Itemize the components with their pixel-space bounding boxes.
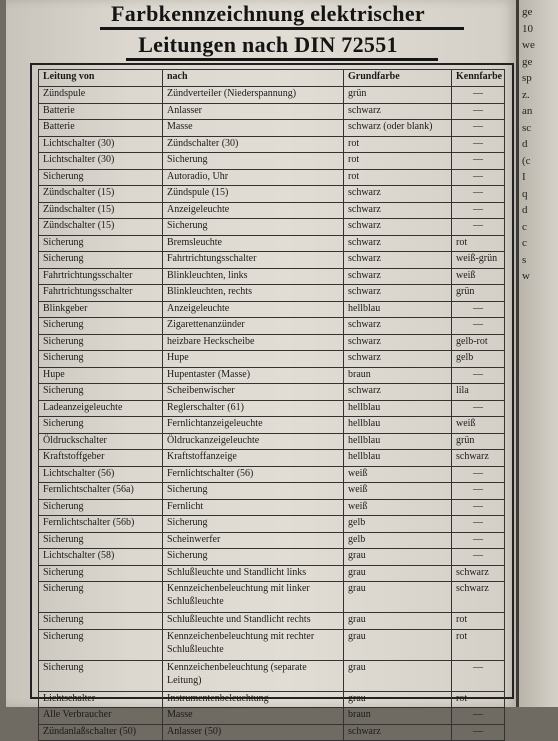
cell-nach: Kennzeichenbeleuchtung (separate Leitung) (163, 660, 344, 691)
cell-grundfarbe: schwarz (344, 318, 452, 335)
cell-kennfarbe: schwarz (452, 565, 505, 582)
table-row (39, 417, 505, 434)
cell-grundfarbe: schwarz (344, 334, 452, 351)
cell-nach: Reglerschalter (61) (163, 400, 344, 417)
facing-page-text-fragment: sp (522, 72, 532, 84)
cell-nach: Blinkleuchten, links (163, 268, 344, 285)
cell-nach: Kennzeichenbeleuchtung mit rechter Schlußleuchte (163, 629, 344, 660)
cell-kennfarbe: — (452, 153, 505, 170)
facing-page-text-fragment: ge (522, 6, 533, 18)
cell-leitung-von: Zündspule (39, 87, 163, 104)
cell-leitung-von: Sicherung (39, 582, 163, 613)
table-row (39, 433, 505, 450)
cell-grundfarbe: braun (344, 367, 452, 384)
cell-grundfarbe: grau (344, 582, 452, 613)
cell-leitung-von: Sicherung (39, 334, 163, 351)
cell-kennfarbe: — (452, 516, 505, 533)
cell-nach: Bremsleuchte (163, 235, 344, 252)
cell-leitung-von: Lichtschalter (30) (39, 153, 163, 170)
header-nach: nach (163, 70, 344, 87)
table-row (39, 136, 505, 153)
cell-grundfarbe: rot (344, 169, 452, 186)
cell-kennfarbe: weiß (452, 417, 505, 434)
facing-page-text-fragment: sc (522, 121, 532, 134)
cell-nach: Fahrtrichtungsschalter (163, 252, 344, 269)
cell-nach: Scheibenwischer (163, 384, 344, 401)
table-row (39, 483, 505, 500)
cell-grundfarbe: grau (344, 660, 452, 691)
cell-grundfarbe: schwarz (oder blank) (344, 120, 452, 137)
title-underline-2 (126, 58, 438, 61)
table-row (39, 103, 505, 120)
cell-grundfarbe: gelb (344, 532, 452, 549)
cell-leitung-von: Zündschalter (15) (39, 186, 163, 203)
cell-grundfarbe: schwarz (344, 268, 452, 285)
cell-nach: Fernlicht (163, 499, 344, 516)
cell-nach: Anzeigeleuchte (163, 202, 344, 219)
table-row (39, 318, 505, 335)
cell-kennfarbe: grün (452, 433, 505, 450)
cell-nach: Blinkleuchten, rechts (163, 285, 344, 302)
cell-leitung-von: Sicherung (39, 417, 163, 434)
cell-leitung-von: Lichtschalter (56) (39, 466, 163, 483)
facing-page-text-fragment: c (522, 220, 527, 233)
facing-page-text-fragment: (c (522, 154, 531, 167)
cell-kennfarbe: — (452, 103, 505, 120)
cell-leitung-von: Batterie (39, 120, 163, 137)
cell-kennfarbe: — (452, 219, 505, 236)
facing-page-text-fragment: 10 (522, 22, 533, 35)
cell-kennfarbe: — (452, 120, 505, 137)
cell-leitung-von: Lichtschalter (39, 691, 163, 708)
cell-leitung-von: Sicherung (39, 351, 163, 368)
cell-nach: Fernlichtanzeigeleuchte (163, 417, 344, 434)
facing-page-text-fragment: z. (522, 88, 530, 101)
cell-grundfarbe: schwarz (344, 202, 452, 219)
cell-grundfarbe: hellblau (344, 433, 452, 450)
cell-nach: Sicherung (163, 483, 344, 500)
cell-nach: Hupentaster (Masse) (163, 367, 344, 384)
table-row (39, 450, 505, 467)
cell-leitung-von: Zündanlaßschalter (50) (39, 724, 163, 741)
cell-kennfarbe: — (452, 400, 505, 417)
facing-page-text-fragment: d (522, 204, 528, 216)
cell-leitung-von: Hupe (39, 367, 163, 384)
title-underline-1 (100, 27, 464, 30)
table-row (39, 219, 505, 236)
cell-kennfarbe: — (452, 87, 505, 104)
cell-kennfarbe: schwarz (452, 582, 505, 613)
cell-grundfarbe: grau (344, 691, 452, 708)
cell-grundfarbe: schwarz (344, 285, 452, 302)
cell-nach: Sicherung (163, 153, 344, 170)
cell-nach: Scheinwerfer (163, 532, 344, 549)
cell-grundfarbe: hellblau (344, 450, 452, 467)
table-row (39, 268, 505, 285)
cell-leitung-von: Sicherung (39, 499, 163, 516)
facing-page-text-fragment: c (522, 237, 527, 249)
cell-nach: Kennzeichenbeleuchtung mit linker Schlußleuchte (163, 582, 344, 613)
cell-nach: heizbare Heckscheibe (163, 334, 344, 351)
table-row (39, 466, 505, 483)
facing-page-text-fragment: I (522, 171, 526, 183)
cell-grundfarbe: schwarz (344, 351, 452, 368)
cell-leitung-von: Fernlichtschalter (56a) (39, 483, 163, 500)
cell-kennfarbe: — (452, 318, 505, 335)
cell-leitung-von: Blinkgeber (39, 301, 163, 318)
cell-kennfarbe: rot (452, 691, 505, 708)
cell-grundfarbe: schwarz (344, 252, 452, 269)
cell-kennfarbe: rot (452, 613, 505, 630)
cell-kennfarbe: gelb (452, 351, 505, 368)
header-grundfarbe: Grundfarbe (344, 70, 452, 87)
table-row (39, 516, 505, 533)
facing-page-text-fragment: we (522, 39, 535, 51)
table-row (39, 285, 505, 302)
cell-leitung-von: Sicherung (39, 384, 163, 401)
cell-nach: Schlußleuchte und Standlicht rechts (163, 613, 344, 630)
cell-leitung-von: Öldruckschalter (39, 433, 163, 450)
cell-nach: Anlasser (50) (163, 724, 344, 741)
facing-page-edge (519, 0, 558, 707)
table-row (39, 367, 505, 384)
cell-leitung-von: Sicherung (39, 660, 163, 691)
cell-nach: Schlußleuchte und Standlicht links (163, 565, 344, 582)
table-row (39, 532, 505, 549)
table-row (39, 301, 505, 318)
cell-kennfarbe: — (452, 202, 505, 219)
cell-grundfarbe: gelb (344, 516, 452, 533)
table-row (39, 549, 505, 566)
cell-kennfarbe: — (452, 136, 505, 153)
cell-grundfarbe: rot (344, 136, 452, 153)
cell-leitung-von: Zündschalter (15) (39, 219, 163, 236)
cell-kennfarbe: weiß-grün (452, 252, 505, 269)
cell-kennfarbe: — (452, 483, 505, 500)
cell-nach: Zündspule (15) (163, 186, 344, 203)
cell-leitung-von: Ladeanzeigeleuchte (39, 400, 163, 417)
cell-kennfarbe: — (452, 301, 505, 318)
cell-leitung-von: Batterie (39, 103, 163, 120)
cell-leitung-von: Sicherung (39, 318, 163, 335)
cell-kennfarbe: — (452, 549, 505, 566)
cell-leitung-von: Sicherung (39, 565, 163, 582)
cell-grundfarbe: rot (344, 153, 452, 170)
table-row (39, 87, 505, 104)
cell-nach: Instrumentenbeleuchtung (163, 691, 344, 708)
table-row (39, 235, 505, 252)
cell-grundfarbe: grau (344, 613, 452, 630)
cell-leitung-von: Sicherung (39, 235, 163, 252)
table-row (39, 660, 505, 691)
cell-leitung-von: Sicherung (39, 629, 163, 660)
cell-nach: Masse (163, 120, 344, 137)
table-row (39, 565, 505, 582)
table-header-row (39, 70, 505, 87)
facing-page-text-fragment: w (522, 270, 530, 282)
table-row (39, 153, 505, 170)
title-line-1: Farbkennzeichnung elektrischer (111, 1, 425, 26)
cell-kennfarbe: rot (452, 629, 505, 660)
cell-nach: Sicherung (163, 516, 344, 533)
cell-kennfarbe: — (452, 169, 505, 186)
color-code-table (38, 69, 505, 741)
cell-nach: Sicherung (163, 549, 344, 566)
cell-leitung-von: Zündschalter (15) (39, 202, 163, 219)
cell-nach: Anlasser (163, 103, 344, 120)
cell-kennfarbe: — (452, 367, 505, 384)
cell-nach: Kraftstoffanzeige (163, 450, 344, 467)
table-row (39, 691, 505, 708)
cell-leitung-von: Sicherung (39, 532, 163, 549)
cell-nach: Anzeigeleuchte (163, 301, 344, 318)
cell-nach: Zigarettenanzünder (163, 318, 344, 335)
cell-kennfarbe: — (452, 186, 505, 203)
table-row (39, 120, 505, 137)
table-row (39, 202, 505, 219)
cell-nach: Zündverteiler (Niederspannung) (163, 87, 344, 104)
cell-leitung-von: Lichtschalter (30) (39, 136, 163, 153)
facing-page-text-fragment: ge (522, 55, 533, 68)
cell-kennfarbe: — (452, 724, 505, 741)
table-row (39, 499, 505, 516)
table-row (39, 351, 505, 368)
cell-grundfarbe: schwarz (344, 384, 452, 401)
cell-leitung-von: Kraftstoffgeber (39, 450, 163, 467)
cell-nach: Fernlichtschalter (56) (163, 466, 344, 483)
cell-grundfarbe: schwarz (344, 235, 452, 252)
table-row (39, 169, 505, 186)
cell-nach: Autoradio, Uhr (163, 169, 344, 186)
table-row (39, 384, 505, 401)
cell-nach: Zündschalter (30) (163, 136, 344, 153)
cell-kennfarbe: — (452, 466, 505, 483)
cell-grundfarbe: schwarz (344, 219, 452, 236)
cell-leitung-von: Fernlichtschalter (56b) (39, 516, 163, 533)
cell-nach: Hupe (163, 351, 344, 368)
cell-leitung-von: Lichtschalter (58) (39, 549, 163, 566)
cell-grundfarbe: schwarz (344, 186, 452, 203)
cell-kennfarbe: gelb-rot (452, 334, 505, 351)
cell-leitung-von: Fahrtrichtungsschalter (39, 285, 163, 302)
cell-leitung-von: Alle Verbraucher (39, 708, 163, 725)
table-row (39, 613, 505, 630)
table-row (39, 582, 505, 613)
cell-kennfarbe: weiß (452, 268, 505, 285)
table-row (39, 629, 505, 660)
cell-nach: Öldruckanzeigeleuchte (163, 433, 344, 450)
cell-nach: Masse (163, 708, 344, 725)
title-line-2: Leitungen nach DIN 72551 (138, 32, 398, 57)
table-row (39, 252, 505, 269)
cell-kennfarbe: schwarz (452, 450, 505, 467)
cell-grundfarbe: grau (344, 629, 452, 660)
cell-kennfarbe: — (452, 532, 505, 549)
header-leitung-von: Leitung von (39, 70, 163, 87)
cell-kennfarbe: rot (452, 235, 505, 252)
facing-page-text-fragment: d (522, 138, 528, 150)
header-kennfarbe: Kennfarbe (452, 70, 505, 87)
cell-grundfarbe: weiß (344, 499, 452, 516)
cell-leitung-von: Sicherung (39, 169, 163, 186)
cell-kennfarbe: grün (452, 285, 505, 302)
cell-grundfarbe: braun (344, 708, 452, 725)
cell-grundfarbe: hellblau (344, 400, 452, 417)
cell-grundfarbe: grau (344, 565, 452, 582)
cell-grundfarbe: weiß (344, 466, 452, 483)
table-row (39, 724, 505, 741)
table-row (39, 400, 505, 417)
cell-grundfarbe: hellblau (344, 417, 452, 434)
cell-grundfarbe: grau (344, 549, 452, 566)
cell-grundfarbe: weiß (344, 483, 452, 500)
cell-kennfarbe: — (452, 708, 505, 725)
cell-grundfarbe: schwarz (344, 103, 452, 120)
cell-grundfarbe: hellblau (344, 301, 452, 318)
facing-page-text-fragment: q (522, 187, 528, 200)
cell-leitung-von: Sicherung (39, 252, 163, 269)
cell-leitung-von: Sicherung (39, 613, 163, 630)
table-row (39, 334, 505, 351)
cell-leitung-von: Fahrtrichtungsschalter (39, 268, 163, 285)
table-row (39, 186, 505, 203)
cell-nach: Sicherung (163, 219, 344, 236)
table-row (39, 708, 505, 725)
cell-grundfarbe: grün (344, 87, 452, 104)
facing-page-text-fragment: an (522, 105, 533, 117)
cell-grundfarbe: schwarz (344, 724, 452, 741)
cell-kennfarbe: lila (452, 384, 505, 401)
cell-kennfarbe: — (452, 499, 505, 516)
cell-kennfarbe: — (452, 660, 505, 691)
facing-page-text-fragment: s (522, 253, 527, 266)
